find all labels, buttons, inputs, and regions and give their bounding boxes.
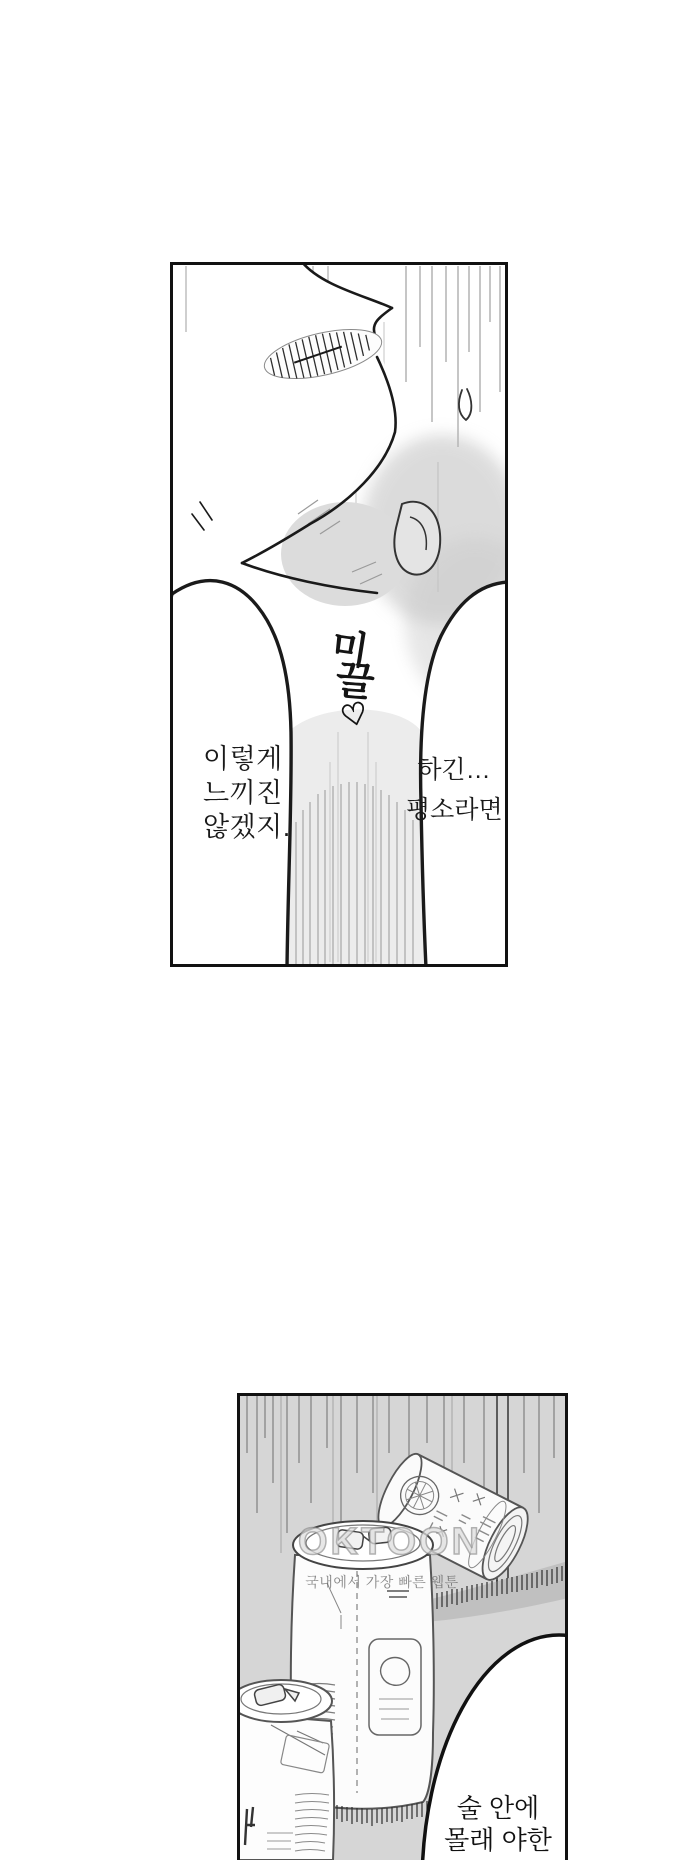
comic-panel-bottom [237,1393,568,1860]
sfx-char-1: 미 [328,626,372,674]
sweat-drop-icon [459,389,471,420]
dialogue-line: 느끼진 [203,778,283,808]
dialogue-left [203,742,313,844]
watermark-logo: OKTOON [297,1521,483,1563]
dialogue-line: 평소라면 [406,796,503,824]
dialogue-line: 않겠지. [203,812,291,842]
dialogue-line: 하긴… [417,756,491,784]
dialogue-right [406,750,502,830]
dialogue-line: 술 안에 [456,1793,540,1823]
comic-panel-top [170,262,508,967]
ear [394,502,440,575]
panel2-art [237,1393,568,1860]
sfx-char-2: 끌 [333,658,377,706]
dialogue-bubble-text [423,1792,568,1856]
dialogue-line: 이렇게 [203,744,283,774]
panel1-art [170,262,508,967]
watermark-tagline: 국내에서 가장 빠른 웹툰 [305,1574,459,1590]
beer-can-left [237,1680,334,1860]
heart-icon: ♡ [337,696,372,735]
dialogue-line: 몰래 야한 [444,1825,552,1855]
